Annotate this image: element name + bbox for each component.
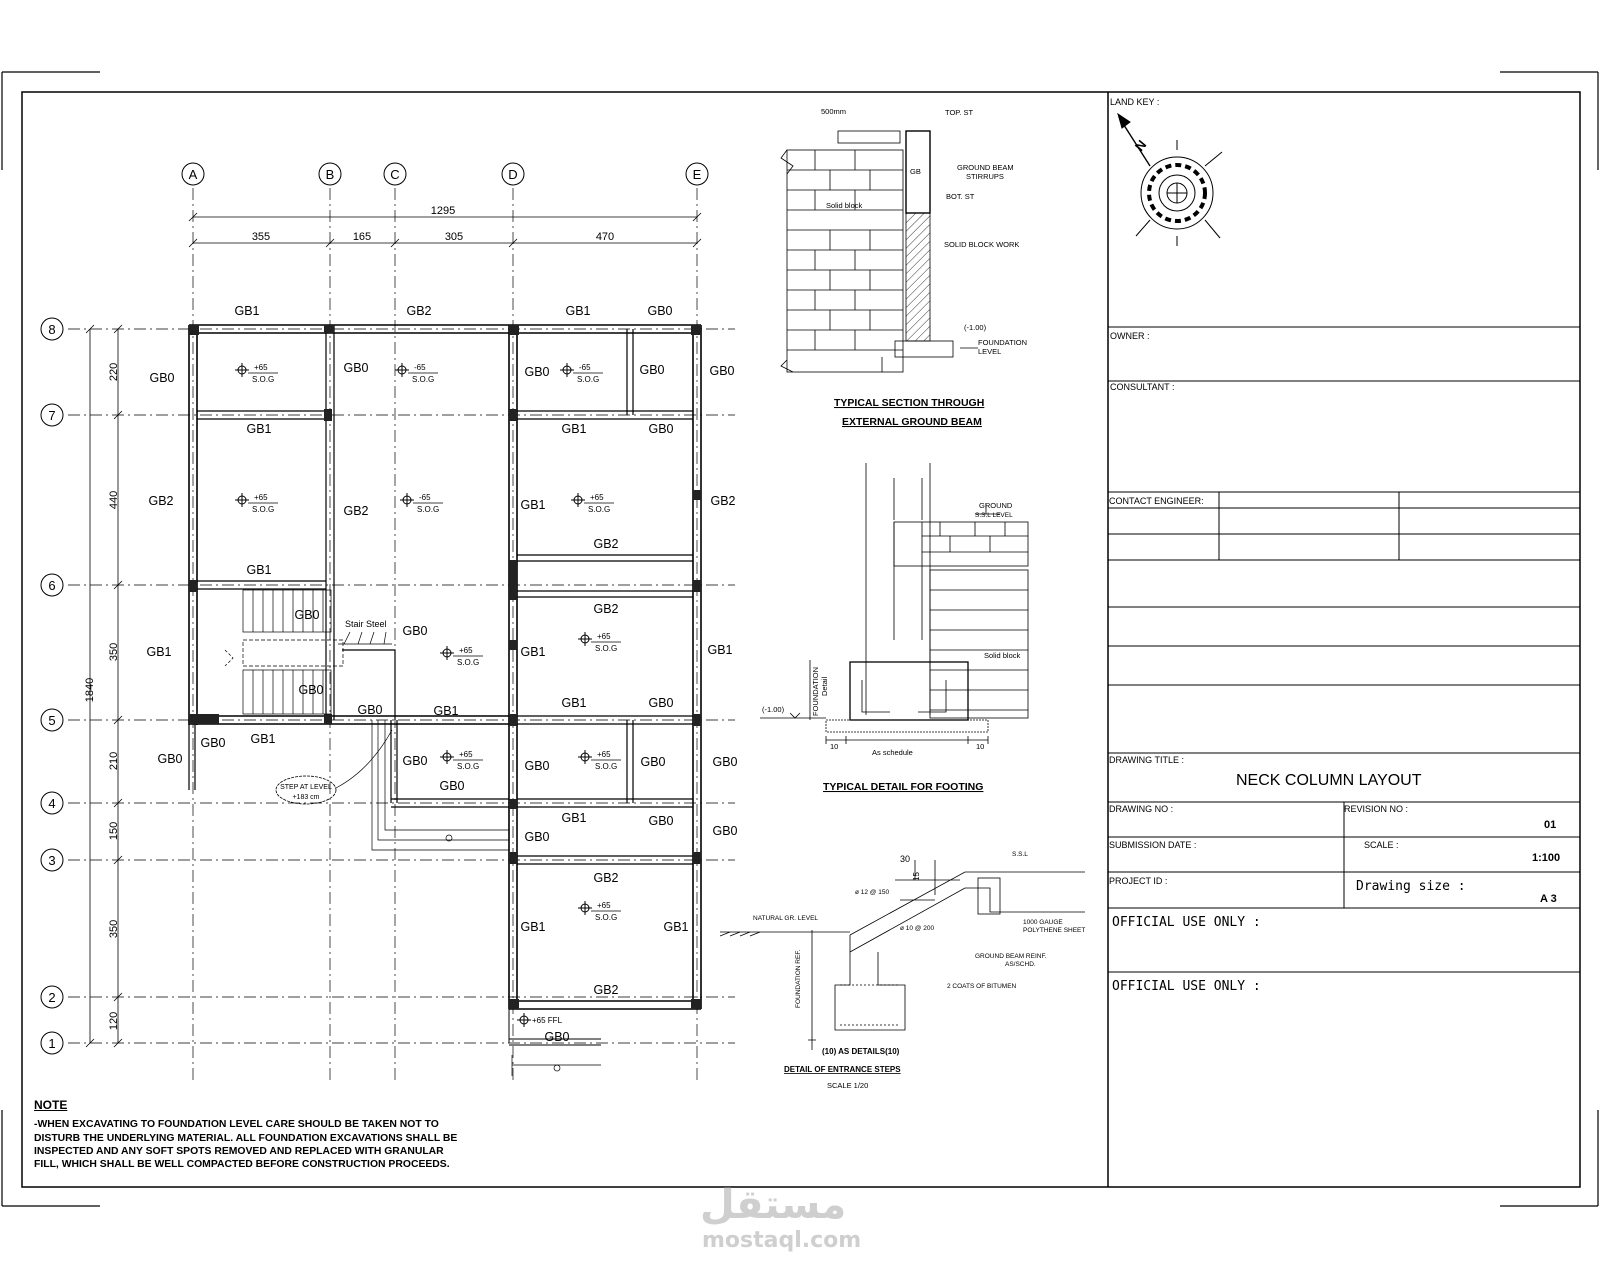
watermark-url: mostaql.com: [702, 1228, 862, 1253]
svg-text:S.O.G: S.O.G: [417, 505, 440, 514]
level-marker: [440, 750, 483, 771]
svg-text:FOUNDATION: FOUNDATION: [811, 666, 820, 716]
north-arrow-icon: [1118, 114, 1222, 246]
owner-label: OWNER :: [1110, 331, 1150, 341]
svg-text:+65: +65: [459, 646, 473, 655]
beam-label: GB0: [439, 779, 465, 793]
svg-text:As schedule: As schedule: [872, 748, 913, 757]
svg-text:Detail: Detail: [820, 676, 829, 696]
svg-text:+65: +65: [597, 632, 611, 641]
grid-label-3: 3: [48, 853, 56, 868]
svg-text:GROUND BEAM: GROUND BEAM: [957, 163, 1014, 172]
svg-text:(10) AS DETAILS(10): (10) AS DETAILS(10): [822, 1047, 900, 1056]
grid-label-d: D: [508, 167, 518, 182]
beam-label: GB2: [593, 983, 619, 997]
svg-text:S.O.G: S.O.G: [595, 762, 618, 771]
beam-label: GB1: [250, 732, 276, 746]
svg-text:+65: +65: [597, 901, 611, 910]
level-marker: [440, 646, 483, 667]
beam-label: GB2: [343, 504, 369, 518]
svg-text:S.O.G: S.O.G: [588, 505, 611, 514]
title-block-text: [1109, 97, 1560, 994]
svg-text:POLYTHENE SHEET: POLYTHENE SHEET: [1023, 927, 1086, 934]
beam-label: GB1: [520, 920, 546, 934]
svg-text:15: 15: [912, 872, 921, 881]
beam-label: GB0: [524, 830, 550, 844]
level-marker: [578, 750, 621, 771]
dim-total-y: 1840: [84, 677, 96, 703]
grid-label-6: 6: [48, 578, 56, 593]
beam-label: GB0: [640, 755, 666, 769]
beam-label: GB0: [524, 365, 550, 379]
svg-text:(-1.00): (-1.00): [964, 323, 987, 332]
svg-text:Solid block: Solid block: [826, 201, 863, 210]
svg-text:ø 10 @ 200: ø 10 @ 200: [900, 925, 935, 932]
svg-text:FOUNDATION: FOUNDATION: [978, 338, 1028, 347]
beam-label: GB0: [544, 1030, 570, 1044]
contact-engineer-label: CONTACT ENGINEER:: [1109, 496, 1204, 506]
beam-label: GB0: [343, 361, 369, 375]
beam-label: GB0: [712, 755, 738, 769]
level-marker: [395, 363, 438, 384]
beam-label: GB0: [402, 624, 428, 638]
svg-text:NATURAL GR. LEVEL: NATURAL GR. LEVEL: [753, 915, 819, 922]
grid-label-b: B: [325, 167, 335, 182]
level-marker: [235, 493, 278, 514]
svg-text:GROUND: GROUND: [979, 501, 1013, 510]
beam-label: GB0: [157, 752, 183, 766]
svg-text:S.O.G: S.O.G: [457, 762, 480, 771]
submission-date-label: SUBMISSION DATE :: [1109, 840, 1197, 850]
dim-x-4: 470: [595, 231, 615, 243]
svg-text:+65: +65: [254, 363, 268, 372]
beam-label: GB1: [246, 422, 272, 436]
scale-label: SCALE :: [1364, 840, 1399, 850]
grid-label-e: E: [692, 167, 702, 182]
grid-label-a: A: [188, 167, 198, 182]
beam-label: GB0: [647, 304, 673, 318]
beam-label: GB2: [406, 304, 432, 318]
section-footing-text: [762, 501, 1021, 793]
grid-label-c: C: [390, 167, 400, 182]
section-steps-title: DETAIL OF ENTRANCE STEPS: [784, 1065, 901, 1074]
beam-label: GB0: [648, 814, 674, 828]
beam-label: GB2: [593, 871, 619, 885]
land-key-label: LAND KEY :: [1110, 97, 1160, 107]
grid-label-8: 8: [48, 322, 56, 337]
dim-y-7: 120: [108, 1011, 120, 1031]
drawing-size: A 3: [1540, 893, 1557, 905]
official-use-2: OFFICIAL USE ONLY :: [1112, 979, 1261, 994]
beam-label: GB2: [593, 602, 619, 616]
svg-text:S.O.G: S.O.G: [595, 913, 618, 922]
consultant-label: CONSULTANT :: [1110, 382, 1175, 392]
svg-text:+65: +65: [459, 750, 473, 759]
svg-text:2 COATS OF BITUMEN: 2 COATS OF BITUMEN: [947, 983, 1017, 990]
svg-text:Stair Steel: Stair Steel: [345, 619, 387, 629]
scale-value: 1:100: [1532, 852, 1561, 864]
beam-label: GB1: [433, 704, 459, 718]
note-line: -WHEN EXCAVATING TO FOUNDATION LEVEL CARE SHOULD BE TAKEN NOT TO: [34, 1119, 439, 1131]
beam-label: GB1: [561, 811, 587, 825]
stair-steel-callout: [338, 619, 392, 644]
beam-label: GB1: [565, 304, 591, 318]
svg-text:10: 10: [830, 742, 839, 751]
note-heading: NOTE: [34, 1098, 68, 1112]
dim-y-6: 350: [108, 919, 120, 939]
note-line: FILL, WHICH SHALL BE WELL COMPACTED BEFORE CONSTRUCTION PROCEEDS.: [34, 1159, 450, 1171]
dim-x-2: 165: [352, 231, 372, 243]
step-level-cloud: [276, 730, 392, 804]
north-label: N: [1131, 137, 1150, 154]
level-marker: [578, 632, 621, 653]
svg-text:-65: -65: [414, 363, 426, 372]
beam-label: GB0: [357, 703, 383, 717]
beam-label: GB1: [663, 920, 689, 934]
beam-label: GB2: [593, 537, 619, 551]
grid-label-5: 5: [48, 713, 56, 728]
svg-text:+65: +65: [590, 493, 604, 502]
level-marker: [571, 493, 614, 514]
watermark-logo: [700, 1182, 846, 1228]
svg-text:Solid block: Solid block: [984, 651, 1021, 660]
beam-label: GB0: [200, 736, 226, 750]
svg-text:+65: +65: [254, 493, 268, 502]
level-marker: [400, 493, 443, 514]
note-line: DISTURB THE UNDERLYING MATERIAL. ALL FOUNDATION EXCAVATIONS SHALL BE: [34, 1132, 458, 1144]
section-beam-title-2: EXTERNAL GROUND BEAM: [842, 416, 982, 428]
grid-label-2: 2: [48, 990, 56, 1005]
svg-text:10: 10: [976, 742, 985, 751]
beam-label: GB2: [148, 494, 174, 508]
dim-x-1: 355: [251, 231, 271, 243]
svg-text:-65: -65: [419, 493, 431, 502]
beam-label: GB1: [146, 645, 172, 659]
beam-label: GB0: [709, 364, 735, 378]
beam-label: GB1: [561, 696, 587, 710]
beam-label: GB0: [298, 683, 324, 697]
general-note: [34, 1099, 554, 1171]
grid-label-4: 4: [48, 796, 56, 811]
beam-label: GB1: [234, 304, 260, 318]
drawing-title: NECK COLUMN LAYOUT: [1236, 772, 1422, 789]
svg-text:+65: +65: [597, 750, 611, 759]
beam-label: GB0: [648, 696, 674, 710]
section-footing-title: TYPICAL DETAIL FOR FOOTING: [823, 781, 984, 793]
svg-text:1000 GAUGE: 1000 GAUGE: [1023, 919, 1063, 926]
beam-label: GB0: [712, 824, 738, 838]
watermark-arabic: مستقل: [700, 1182, 847, 1228]
drawing-no-label: DRAWING NO :: [1109, 804, 1174, 814]
svg-text:ø 12 @ 150: ø 12 @ 150: [855, 889, 890, 896]
revision-no-label: REVISION NO :: [1344, 804, 1409, 814]
note-line: INSPECTED AND ANY SOFT SPOTS REMOVED AND REPLACED WITH GRANULAR: [34, 1145, 444, 1157]
dim-y-4: 210: [108, 751, 120, 771]
beam-label: GB0: [648, 422, 674, 436]
svg-text:GROUND BEAM REINF.: GROUND BEAM REINF.: [975, 953, 1047, 960]
dim-x-3: 305: [444, 231, 464, 243]
svg-text:TOP. ST: TOP. ST: [945, 108, 974, 117]
svg-text:BOT. ST: BOT. ST: [946, 192, 975, 201]
beam-label: GB1: [520, 498, 546, 512]
section-steps-text: [753, 851, 1085, 1090]
svg-text:S.O.G: S.O.G: [412, 375, 435, 384]
drawing-title-label: DRAWING TITLE :: [1109, 755, 1185, 765]
svg-text:FOUNDATION REF.: FOUNDATION REF.: [795, 949, 802, 1008]
svg-text:-65: -65: [579, 363, 591, 372]
section-ground-beam: [781, 131, 978, 372]
svg-text:S.O.G: S.O.G: [457, 658, 480, 667]
beam-label: GB0: [639, 363, 665, 377]
svg-text:+183 cm: +183 cm: [292, 794, 320, 801]
project-id-label: PROJECT ID :: [1109, 876, 1168, 886]
svg-text:500mm: 500mm: [821, 107, 847, 116]
beam-label: GB0: [402, 754, 428, 768]
dim-y-1: 220: [108, 362, 120, 382]
dim-y-5: 150: [108, 821, 120, 841]
drawing-size-label: Drawing size :: [1356, 879, 1466, 894]
svg-text:+65 FFL: +65 FFL: [532, 1016, 563, 1025]
grid-label-1: 1: [48, 1036, 56, 1051]
beam-label: GB1: [520, 645, 546, 659]
entrance-steps-plan: [372, 720, 601, 1076]
beam-label: GB1: [561, 422, 587, 436]
grid-label-7: 7: [48, 408, 56, 423]
dim-total-x: 1295: [430, 205, 456, 217]
beam-label: GB1: [246, 563, 272, 577]
section-steps-scale: SCALE 1/20: [827, 1081, 869, 1090]
official-use-1: OFFICIAL USE ONLY :: [1112, 915, 1261, 930]
dim-y-2: 440: [108, 490, 120, 510]
svg-text:S.O.G: S.O.G: [252, 505, 275, 514]
level-marker-ffl: [517, 1013, 563, 1027]
svg-text:GB: GB: [910, 167, 921, 176]
dim-y-3: 350: [108, 642, 120, 662]
svg-text:S.S.L LEVEL: S.S.L LEVEL: [975, 512, 1013, 519]
svg-text:STEP AT LEVEL: STEP AT LEVEL: [280, 784, 332, 791]
sheet-border: [22, 92, 1580, 1187]
svg-text:30: 30: [900, 854, 911, 864]
level-marker: [560, 363, 603, 384]
svg-text:(-1.00): (-1.00): [762, 705, 785, 714]
svg-text:LEVEL: LEVEL: [978, 347, 1002, 356]
beam-label: GB2: [710, 494, 736, 508]
svg-text:S.O.G: S.O.G: [595, 644, 618, 653]
svg-text:STIRRUPS: STIRRUPS: [966, 172, 1004, 181]
svg-text:SOLID BLOCK WORK: SOLID BLOCK WORK: [944, 240, 1020, 249]
title-block: [1108, 327, 1580, 972]
svg-text:S.O.G: S.O.G: [252, 375, 275, 384]
level-marker: [578, 901, 621, 922]
svg-text:AS/SCHD.: AS/SCHD.: [1005, 961, 1036, 968]
svg-text:S.S.L: S.S.L: [1012, 851, 1028, 858]
beam-label: GB0: [524, 759, 550, 773]
svg-text:S.O.G: S.O.G: [577, 375, 600, 384]
crop-marks: [2, 72, 1598, 1206]
section-beam-title: TYPICAL SECTION THROUGH: [834, 397, 985, 409]
revision-no: 01: [1544, 819, 1557, 831]
beam-label: GB1: [707, 643, 733, 657]
level-marker: [235, 363, 278, 384]
beam-label: GB0: [294, 608, 320, 622]
beam-label: GB0: [149, 371, 175, 385]
